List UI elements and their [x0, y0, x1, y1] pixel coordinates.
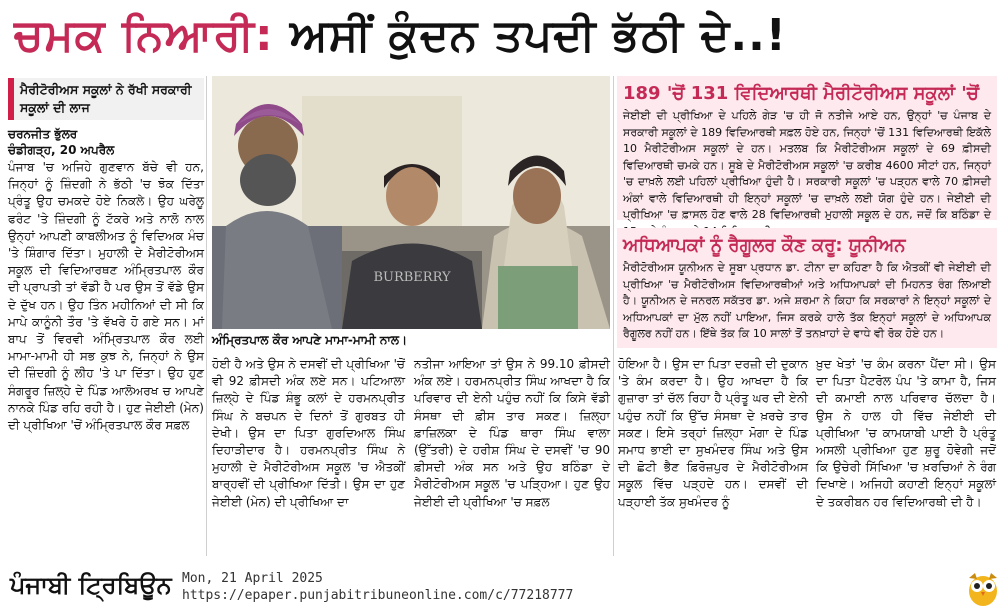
dateline: ਚੰਡੀਗੜ੍ਹ, 20 ਅਪਰੈਲ — [8, 143, 115, 157]
article-body-4: ਹੋਇਆ ਹੈ। ਉਸ ਦਾ ਪਿਤਾ ਦਰਜ਼ੀ ਦੀ ਦੁਕਾਨ 'ਤੇ ਕੰਮ ਕਰਦਾ ਹੈ। ਉਹ ਆਖਦਾ ਹੈ ਕਿ ਗੁਜ਼ਾਰਾ ਤਾਂ ਚੱਲ ਰਿਹਾ ਹੈ ਪ੍ਰੰਤੂ ਘਰ ਦੀ ਏਨੀ ਪਹੁੰਚ ਨਹੀਂ ਕਿ ਉੱਚ ਸੰਸਥਾ ਦੇ ਖ਼ਰਚੇ ਤਾਰ ਸਕਣ। ਇਸੇ ਤਰ੍ਹਾਂ ਜ਼ਿਲ੍ਹਾ ਮੋਗਾ ਦੇ ਪਿੰਡ ਸਮਾਧ ਭਾਈ ਦਾ ਸੁਖਮੰਦਰ ਸਿੰਘ ਅਤੇ ਉਸ ਦੀ ਛੋਟੀ ਭੈਣ ਫ਼ਿਰੋਜ਼ਪੁਰ ਦੇ ਮੈਰੀਟੋਰੀਅਸ ਸਕੂਲ ਵਿੱਚ ਪੜ੍ਹਦੇ ਹਨ। ਦਸਵੀਂ ਦੀ ਪੜ੍ਹਾਈ ਤੱਕ ਸੁਖਮੰਦਰ ਨੂੰ — [618, 357, 808, 509]
headline-part1: ਚਮਕ ਨਿਆਰੀ: — [14, 10, 274, 61]
article-column-4 — [618, 356, 808, 556]
union-box — [617, 228, 997, 348]
article-column-5 — [816, 356, 996, 556]
headline-part2: ਅਸੀਂ ਕੁੰਦਨ ਤਪਦੀ ਭੱਠੀ ਦੇ..! — [273, 10, 787, 61]
stats-box-title: 189 'ਚੋਂ 131 ਵਿਦਿਆਰਥੀ ਮੈਰੀਟੋਰੀਅਸ ਸਕੂਲਾਂ 'ਚੋਂ — [623, 83, 979, 104]
article-body-5: ਖ਼ੁਦ ਖੇਤਾਂ 'ਚ ਕੰਮ ਕਰਨਾ ਪੈਂਦਾ ਸੀ। ਉਸ ਦਾ ਪਿਤਾ ਪੈਟਰੋਲ ਪੰਪ 'ਤੇ ਕਾਮਾ ਹੈ, ਜਿਸ ਦੀ ਕਮਾਈ ਨਾਲ ਪਰਿਵਾਰ ਚੱਲਦਾ ਹੈ। ਉਸ ਨੇ ਹਾਲ ਹੀ ਵਿੱਚ ਜੇਈਈ ਦੀ ਪ੍ਰੀਖਿਆ 'ਚ ਕਾਮਯਾਬੀ ਪਾਈ ਹੈ ਪ੍ਰੰਤੂ ਅਸਲੀ ਪ੍ਰੀਖਿਆ ਹੁਣ ਸ਼ੁਰੂ ਹੋਵੇਗੀ ਜਦੋਂ ਕਿ ਉਚੇਰੀ ਸਿੱਖਿਆ 'ਚ ਖ਼ਰਚਿਆਂ ਨੇ ਰੰਗ ਦਿਖਾਏ। ਅਜਿਹੀ ਕਹਾਣੀ ਇਨ੍ਹਾਂ ਸਕੂਲਾਂ ਦੇ ਤਕਰੀਬਨ ਹਰ ਵਿਦਿਆਰਥੀ ਦੀ ਹੈ। — [816, 357, 996, 509]
stats-box — [617, 76, 997, 220]
footer — [0, 567, 1003, 609]
edition-date: Mon, 21 April 2025 — [182, 571, 323, 586]
article-body-3: ਨਤੀਜਾ ਆਇਆ ਤਾਂ ਉਸ ਨੇ 99.10 ਫ਼ੀਸਦੀ ਅੰਕ ਲਏ। ਹਰਮਨਪ੍ਰੀਤ ਸਿੰਘ ਆਖਦਾ ਹੈ ਕਿ ਪਰਿਵਾਰ ਦੀ ਏਨੀ ਪਹੁੰਚ ਨਹੀਂ ਕਿ ਕਿਸੇ ਵੱਡੀ ਸੰਸਥਾ ਦੀ ਫ਼ੀਸ ਤਾਰ ਸਕਣ। ਜ਼ਿਲ੍ਹਾ ਫ਼ਾਜ਼ਿਲਕਾ ਦੇ ਪਿੰਡ ਥਾਰਾ ਸਿੰਘ ਵਾਲਾ (ਉੱਤਰੀ) ਦੇ ਹਰੀਸ਼ ਸਿੰਘ ਦੇ ਦਸਵੀਂ 'ਚ 90 ਫ਼ੀਸਦੀ ਅੰਕ ਸਨ ਅਤੇ ਉਹ ਬਠਿੰਡਾ ਦੇ ਮੈਰੀਟੋਰੀਅਸ ਸਕੂਲ 'ਚ ਪੜ੍ਹਿਆ। ਹੁਣ ਉਹ ਜੇਈਈ ਦੀ ਪ੍ਰੀਖਿਆ 'ਚ ਸਫ਼ਲ — [414, 357, 610, 509]
epaper-url[interactable]: https://epaper.punjabitribuneonline.com/c/77218777 — [182, 588, 574, 603]
article-body-2: ਹੋਈ ਹੈ ਅਤੇ ਉਸ ਨੇ ਦਸਵੀਂ ਦੀ ਪ੍ਰੀਖਿਆ 'ਚੋਂ ਵੀ 92 ਫ਼ੀਸਦੀ ਅੰਕ ਲਏ ਸਨ। ਪਟਿਆਲਾ ਜ਼ਿਲ੍ਹੇ ਦੇ ਪਿੰਡ ਸ਼ੰਭੂ ਕਲਾਂ ਦੇ ਹਰਮਨਪ੍ਰੀਤ ਸਿੰਘ ਨੇ ਬਚਪਨ ਦੇ ਦਿਨਾਂ ਤੋਂ ਗੁਰਬਤ ਹੀ ਦੇਖੀ। ਉਸ ਦਾ ਪਿਤਾ ਗੁਰਦਿਆਲ ਸਿੰਘ ਦਿਹਾੜੀਦਾਰ ਹੈ। ਹਰਮਨਪ੍ਰੀਤ ਸਿੰਘ ਨੇ ਮੁਹਾਲੀ ਦੇ ਮੈਰੀਟੋਰੀਅਸ ਸਕੂਲ 'ਚ ਐਤਕੀਂ ਬਾਰ੍ਹਵੀਂ ਦੀ ਪ੍ਰੀਖਿਆ ਦਿੱਤੀ। ਉਸ ਦਾ ਹੁਣ ਜੇਈਈ (ਮੇਨ) ਦੀ ਪ੍ਰੀਖਿਆ ਦਾ — [212, 357, 405, 509]
article-column-2 — [212, 356, 405, 556]
stats-box-text: ਜੇਈਈ ਦੀ ਪ੍ਰੀਖਿਆ ਦੇ ਪਹਿਲੇ ਗੇੜ 'ਚ ਹੀ ਜੋ ਨਤੀਜੇ ਆਏ ਹਨ, ਉਨ੍ਹਾਂ 'ਚ ਪੰਜਾਬ ਦੇ ਸਰਕਾਰੀ ਸਕੂਲਾਂ ਦੇ 189 ਵਿਦਿਆਰਥੀ ਸਫ਼ਲ ਹੋਏ ਹਨ, ਜਿਨ੍ਹਾਂ 'ਚੋਂ 131 ਵਿਦਿਆਰਥੀ ਇਕੱਲੇ 10 ਮੈਰੀਟੋਰੀਅਸ ਸਕੂਲਾਂ ਦੇ ਹਨ। ਮਤਲਬ ਕਿ ਮੈਰੀਟੋਰੀਅਸ ਸਕੂਲਾਂ ਦੇ 69 ਫ਼ੀਸਦੀ ਵਿਦਿਆਰਥੀ ਚਮਕੇ ਹਨ। ਸੂਬੇ ਦੇ ਮੈਰੀਟੋਰੀਅਸ ਸਕੂਲਾਂ 'ਚ ਕਰੀਬ 4600 ਸੀਟਾਂ ਹਨ, ਜਿਨ੍ਹਾਂ 'ਚ ਦਾਖ਼ਲੇ ਲਈ ਪਹਿਲਾਂ ਪ੍ਰੀਖਿਆ ਹੁੰਦੀ ਹੈ। ਸਰਕਾਰੀ ਸਕੂਲਾਂ 'ਚ ਪੜ੍ਹਨ ਵਾਲੇ 70 ਫ਼ੀਸਦੀ ਅੰਕਾਂ ਵਾਲੇ ਵਿਦਿਆਰਥੀ ਹੀ ਇਨ੍ਹਾਂ ਸਕੂਲਾਂ 'ਚ ਦਾਖ਼ਲੇ ਲਈ ਯੋਗ ਹੁੰਦੇ ਹਨ। ਜੇਈਈ ਦੀ ਪ੍ਰੀਖਿਆ 'ਚ ਫ਼ਾਸਲ ਹੋਣ ਵਾਲੇ 28 ਵਿਦਿਆਰਥੀ ਮੁਹਾਲੀ ਸਕੂਲ ਦੇ ਹਨ, ਜਦੋਂ ਕਿ ਬਠਿੰਡਾ ਦੇ — [623, 109, 991, 221]
article-photo — [212, 76, 610, 329]
shirt-print: BURBERRY — [373, 270, 451, 285]
article-column-3 — [414, 356, 610, 556]
article-kicker: ਮੈਰੀਟੋਰੀਅਸ ਸਕੂਲਾਂ ਨੇ ਰੱਖੀ ਸਰਕਾਰੀ ਸਕੂਲਾਂ ਦੀ ਲਾਜ — [8, 78, 204, 120]
article-column-left — [8, 78, 204, 554]
article-body-1: ਪੰਜਾਬ 'ਚ ਅਜਿਹੇ ਗੁਣਵਾਨ ਬੱਚੇ ਵੀ ਹਨ, ਜਿਨ੍ਹਾਂ ਨੂੰ ਜ਼ਿੰਦਗੀ ਨੇ ਭੱਠੀ 'ਚ ਝੋਕ ਦਿੱਤਾ ਪ੍ਰੰਤੂ ਉਹ ਚਮਕਦੇ ਹੋਏ ਨਿਕਲੇ। ਉਹ ਘਰੇਲੂ ਫਰੰਟ 'ਤੇ ਜ਼ਿੰਦਗੀ ਨੂੰ ਟੱਕਰੇ ਅਤੇ ਨਾਲੋ ਨਾਲ ਉਨ੍ਹਾਂ ਆਪਣੀ ਕਾਬਲੀਅਤ ਨੂੰ ਵਿਦਿਅਕ ਮੰਚ 'ਤੇ ਸ਼ਿੰਗਾਰ ਦਿੱਤਾ। ਮੁਹਾਲੀ ਦੇ ਮੈਰੀਟੋਰੀਅਸ ਸਕੂਲ ਦੀ ਵਿਦਿਆਰਥਣ ਅੰਮ੍ਰਿਤਪਾਲ ਕੌਰ ਦੀ ਪ੍ਰਾਪਤੀ ਤਾਂ ਵੱਡੀ ਹੈ ਪਰ ਉਸ ਤੋਂ ਵੱਡੇ ਉਸ ਦੇ ਦੁੱਖ ਹਨ। ਉਹ ਤਿੰਨ ਮਹੀਨਿਆਂ ਦੀ ਸੀ ਕਿ ਮਾਪੇ ਕਾਨੂੰਨੀ ਤੌਰ 'ਤੇ ਵੱਖਰੇ ਹੋ ਗਏ ਸਨ। ਮਾਂ ਬਾਪ ਤੋਂ ਵਿਰਵੀ ਅੰਮ੍ਰਿਤਪਾਲ ਕੌਰ ਲਈ ਮਾਮਾ-ਮਾਮੀ ਹੀ ਸਭ ਕੁਝ ਨੇ, ਜਿਨ੍ਹਾਂ ਨੇ ਉਸ ਦੀ ਜ਼ਿੰਦਗੀ ਨੂੰ ਲੀਹ 'ਤੇ ਪਾ ਦਿੱਤਾ। ਉਹ ਹੁਣ ਸੰਗਰੂਰ ਜ਼ਿਲ੍ਹੇ ਦੇ ਪਿੰਡ ਆਲੋਅਰਖ ਚ ਆਪਣੇ ਨਾਨਕੇ ਪਿੰਡ ਰਹਿ ਰਹੀ ਹੈ। ਹੁਣ ਜੇਈਈ (ਮੇਨ) ਦੀ ਪ੍ਰੀਖਿਆ 'ਚੋਂ ਅੰਮ੍ਰਿਤਪਾਲ ਕੌਰ ਸਫ਼ਲ — [8, 160, 204, 433]
column-divider — [206, 76, 207, 556]
photo-caption: ਅੰਮ੍ਰਿਤਪਾਲ ਕੌਰ ਆਪਣੇ ਮਾਮਾ-ਮਾਮੀ ਨਾਲ। — [212, 333, 408, 347]
headline — [14, 6, 994, 66]
photo-illustration — [212, 76, 610, 329]
newspaper-logo: ਪੰਜਾਬੀ ਟ੍ਰਿਬਿਊਨ — [10, 571, 172, 599]
owl-icon — [966, 569, 1000, 607]
union-box-text: ਮੈਰੀਟੋਰੀਅਸ ਯੂਨੀਅਨ ਦੇ ਸੂਬਾ ਪ੍ਰਧਾਨ ਡਾ. ਟੀਨਾ ਦਾ ਕਹਿਣਾ ਹੈ ਕਿ ਐਤਕੀਂ ਵੀ ਜੇਈਈ ਦੀ ਪ੍ਰੀਖਿਆ 'ਚ ਮੈਰੀਟੋਰੀਅਸ ਵਿਦਿਆਰਥੀਆਂ ਅਤੇ ਅਧਿਆਪਕਾਂ ਦੀ ਮਿਹਨਤ ਰੰਗ ਲਿਆਈ ਹੈ। ਯੂਨੀਅਨ ਦੇ ਜਨਰਲ ਸਕੱਤਰ ਡਾ. ਅਜੇ ਸ਼ਰਮਾ ਨੇ ਕਿਹਾ ਕਿ ਸਰਕਾਰਾਂ ਨੇ ਇਨ੍ਹਾਂ ਸਕੂਲਾਂ ਦੇ ਅਧਿਆਪਕਾਂ ਦਾ ਮੁੱਲ ਨਹੀਂ ਪਾਇਆ, ਜਿਸ ਕਰਕੇ ਹਾਲੇ ਤੱਕ ਇਨ੍ਹਾਂ ਸਕੂਲਾਂ ਦੇ ਅਧਿਆਪਕ ਰੈਗੂਲਰ ਨਹੀਂ ਹਨ। ਇੱਥੇ ਤੱਕ ਕਿ 10 ਸਾਲਾਂ ਤੋਂ ਤਨਖ਼ਾਹਾਂ ਦੇ ਵਾਧੇ ਵੀ ਰੋਕ ਹੋਏ ਹਨ। — [623, 261, 991, 340]
union-box-title: ਅਧਿਆਪਕਾਂ ਨੂੰ ਰੈਗੂਲਰ ਕੌਣ ਕਰੂ: ਯੂਨੀਅਨ — [623, 235, 906, 256]
byline: ਚਰਨਜੀਤ ਭੁੱਲਰ — [8, 127, 78, 141]
column-divider — [613, 76, 614, 556]
